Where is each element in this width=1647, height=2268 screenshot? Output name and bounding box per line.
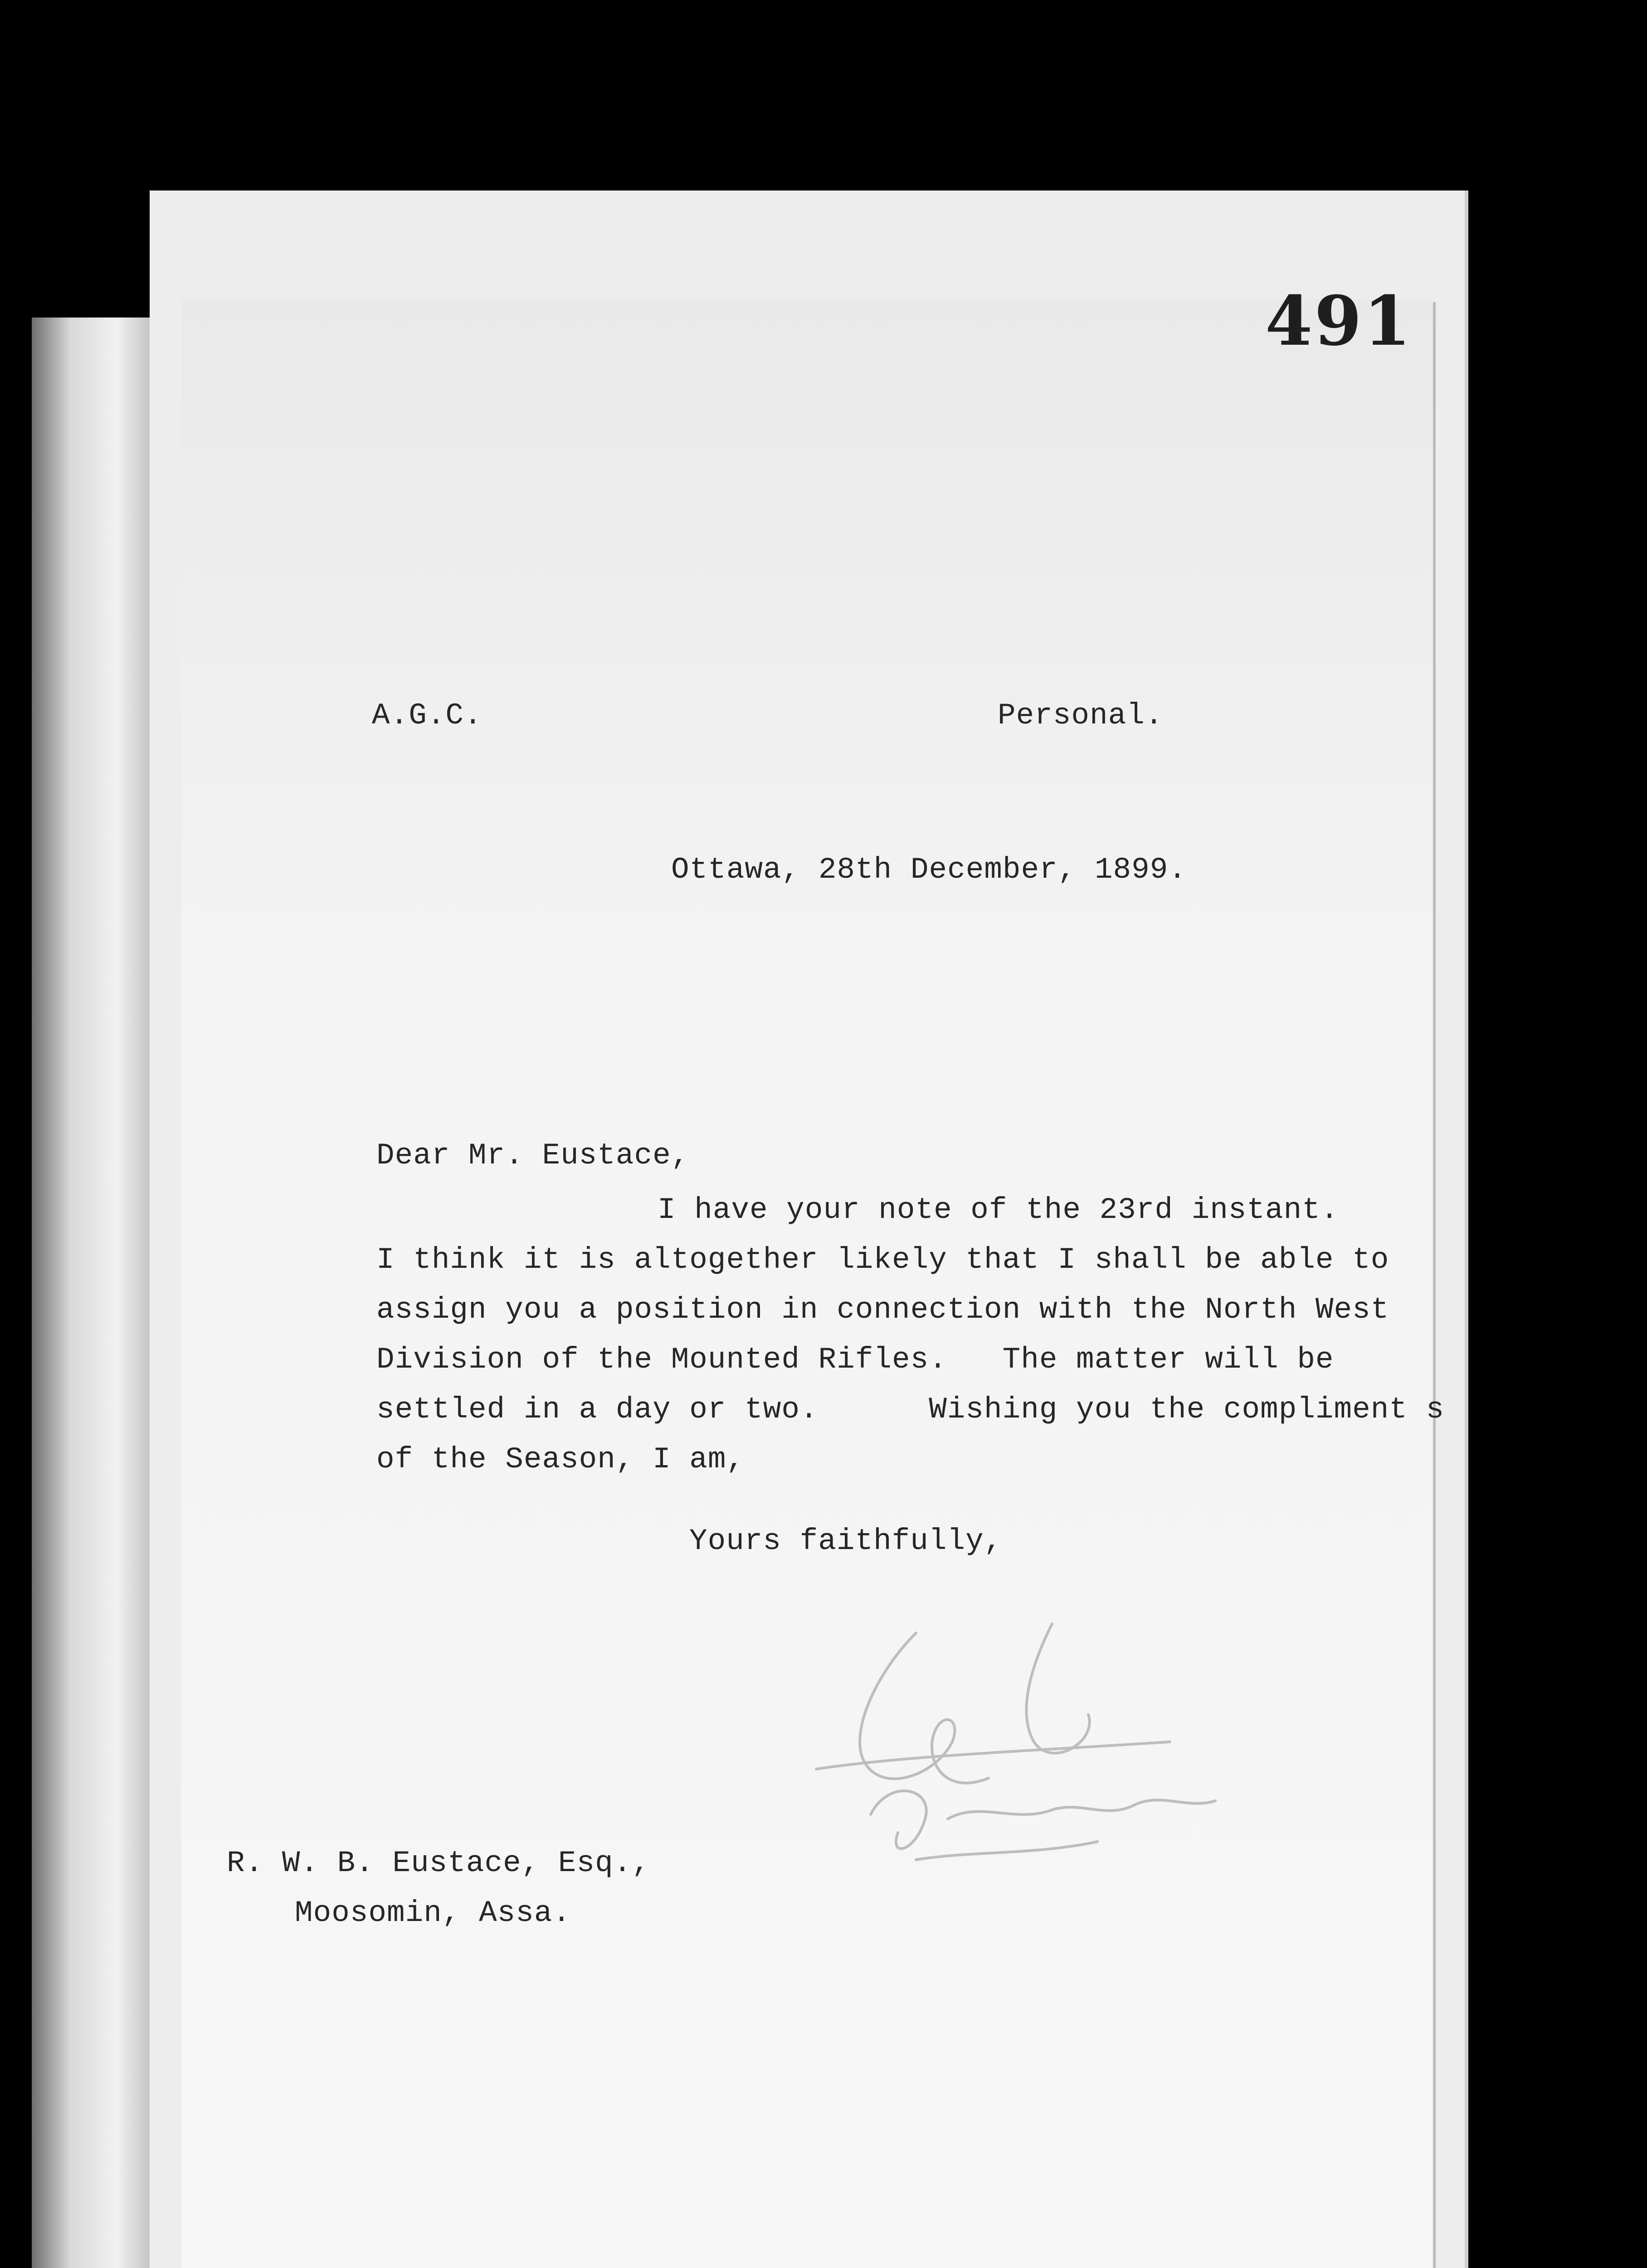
body-line: I think it is altogether likely that I shall be able to	[376, 1243, 1389, 1277]
body-line: Division of the Mounted Rifles. The matter will be	[376, 1343, 1334, 1377]
closing: Yours faithfully,	[689, 1524, 1003, 1558]
reference-code: A.G.C.	[372, 699, 482, 733]
dateline: Ottawa, 28th December, 1899.	[671, 853, 1187, 887]
personal-marking: Personal.	[998, 699, 1164, 733]
body-line: settled in a day or two. Wishing you the compliment s	[376, 1393, 1445, 1427]
body-line: assign you a position in connection with the North West	[376, 1293, 1389, 1327]
body-line: of the Season, I am,	[376, 1442, 745, 1476]
page-number: 491	[1265, 281, 1413, 361]
salutation: Dear Mr. Eustace,	[376, 1139, 690, 1173]
body-line: I have your note of the 23rd instant.	[658, 1193, 1339, 1227]
letter-sheet	[181, 299, 1433, 2268]
address-line: Moosomin, Assa.	[295, 1896, 571, 1930]
address-line: R. W. B. Eustace, Esq.,	[227, 1846, 650, 1880]
handwritten-signature	[798, 1606, 1279, 1896]
